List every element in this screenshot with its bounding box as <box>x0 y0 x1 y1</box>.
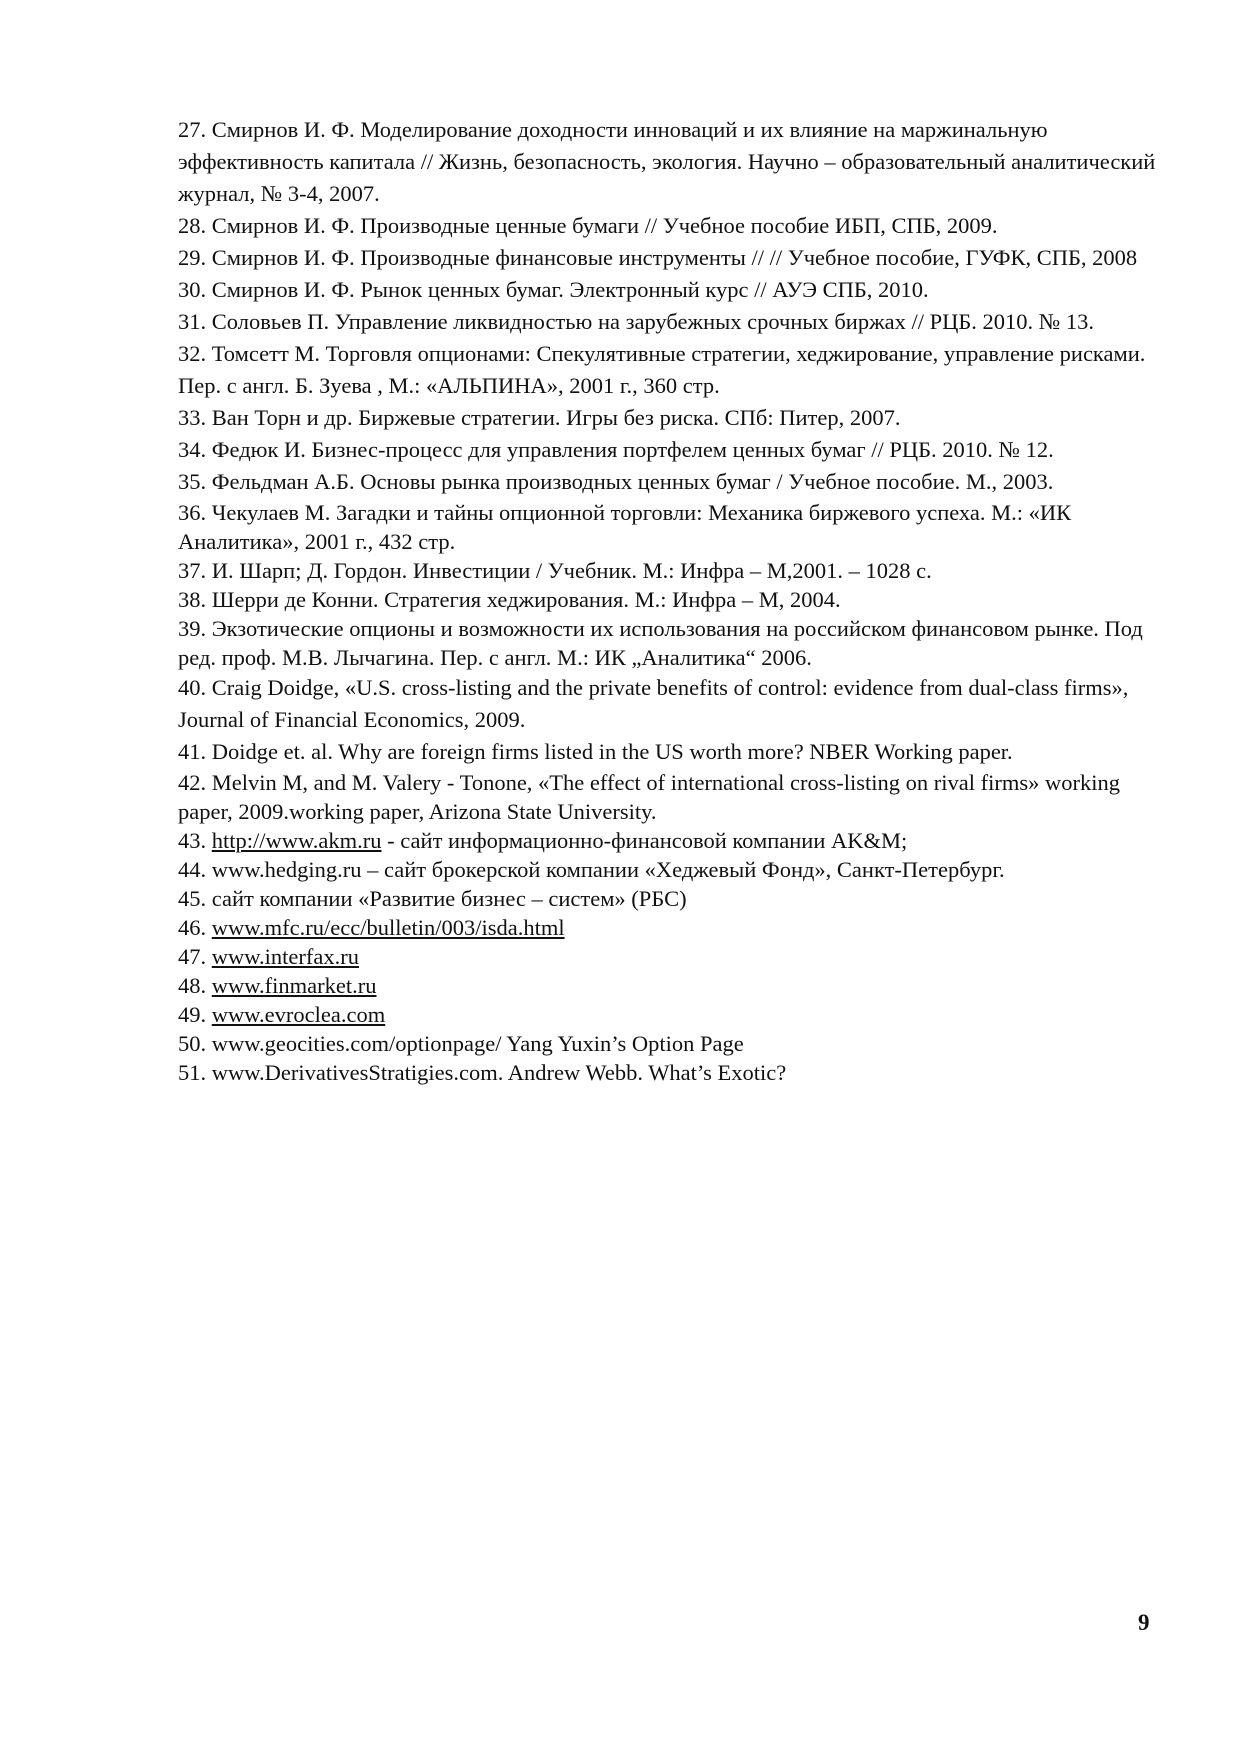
reference-48 <box>178 971 1158 1000</box>
reference-45: 45. сайт компании «Развитие бизнес – систем» (РБС) <box>178 886 687 911</box>
page-number: 9 <box>1138 1610 1150 1635</box>
reference-38: 38. Шерри де Конни. Стратегия хеджирования. М.: Инфра – М, 2004. <box>178 587 841 612</box>
reference-49-number: 49. <box>178 1002 207 1027</box>
reference-31: 31. Соловьев П. Управление ликвидностью на зарубежных срочных биржах // РЦБ. 2010. № 13. <box>178 309 1095 334</box>
reference-44: 44. www.hedging.ru – сайт брокерской компании «Хеджевый Фонд», Санкт-Петербург. <box>178 857 1005 882</box>
reference-35: 35. Фельдман А.Б. Основы рынка производных ценных бумаг / Учебное пособие. М., 2003. <box>178 469 1054 494</box>
reference-list <box>178 114 1158 1087</box>
reference-46 <box>178 913 1158 942</box>
reference-40: 40. Craig Doidge, «U.S. cross-listing and the private benefits of control: evidence from dual-class firms», Journal of Financial Economics, 2009. <box>178 675 1129 732</box>
interfax-link[interactable]: www.interfax.ru <box>211 944 359 969</box>
reference-29: 29. Смирнов И. Ф. Производные финансовые инструменты // // Учебное пособие, ГУФК, СПБ, 2008 <box>178 245 1138 270</box>
reference-50: 50. www.geocities.com/optionpage/ Yang Yuxin’s Option Page <box>178 1031 744 1056</box>
reference-43 <box>178 826 1158 855</box>
reference-34: 34. Федюк И. Бизнес-процесс для управления портфелем ценных бумаг // РЦБ. 2010. № 12. <box>178 437 1054 462</box>
reference-46-number: 46. <box>178 915 207 940</box>
reference-30: 30. Смирнов И. Ф. Рынок ценных бумаг. Электронный курс // АУЭ СПБ, 2010. <box>178 277 929 302</box>
reference-36: 36. Чекулаев М. Загадки и тайны опционной торговли: Механика биржевого успеха. М.: «ИК Аналитика», 2001 г., 432 стр. <box>178 500 1072 554</box>
reference-43-description: - сайт информационно-финансовой компании AK&M; <box>381 828 908 853</box>
reference-28: 28. Смирнов И. Ф. Производные ценные бумаги // Учебное пособие ИБП, СПБ, 2009. <box>178 213 998 238</box>
reference-37: 37. И. Шарп; Д. Гордон. Инвестиции / Учебник. М.: Инфра – М,2001. – 1028 с. <box>178 558 932 583</box>
reference-33: 33. Ван Торн и др. Биржевые стратегии. Игры без риска. СПб: Питер, 2007. <box>178 405 901 430</box>
reference-49 <box>178 1000 1158 1029</box>
reference-39: 39. Экзотические опционы и возможности их использования на российском финансовом рынке. Под ред. проф. М.В. Лычагина. Пер. с англ. М.: ИК „Аналитика“ 2006. <box>178 616 1143 670</box>
reference-42: 42. Melvin M, and M. Valery - Tonone, «The effect of international cross-listing on rival firms» working paper, 2009.working paper, Arizona State University. <box>178 770 1120 824</box>
reference-43-number: 43. <box>178 828 207 853</box>
reference-27: 27. Смирнов И. Ф. Моделирование доходности инноваций и их влияние на маржинальную эффективность капитала // Жизнь, безопасность, экология. Научно – образовательный аналитический журнал, № 3-4, 2007. <box>178 117 1156 206</box>
reference-41: 41. Doidge et. al. Why are foreign firms listed in the US worth more? NBER Working paper. <box>178 739 1013 764</box>
reference-32: 32. Томсетт М. Торговля опционами: Спекулятивные стратегии, хеджирование, управление рисками. Пер. с англ. Б. Зуева , М.: «АЛЬПИНА», 2001 г., 360 стр. <box>178 341 1146 398</box>
reference-51: 51. www.DerivativesStratigies.com. Andrew Webb. What’s Exotic? <box>178 1060 787 1085</box>
evroclea-link[interactable]: www.evroclea.com <box>211 1002 386 1027</box>
reference-47-number: 47. <box>178 944 207 969</box>
akm-link[interactable]: http://www.akm.ru <box>211 828 382 853</box>
reference-48-number: 48. <box>178 973 207 998</box>
mfc-isda-link[interactable]: www.mfc.ru/ecc/bulletin/003/isda.html <box>211 915 565 940</box>
finmarket-link[interactable]: www.finmarket.ru <box>211 973 377 998</box>
reference-47 <box>178 942 1158 971</box>
